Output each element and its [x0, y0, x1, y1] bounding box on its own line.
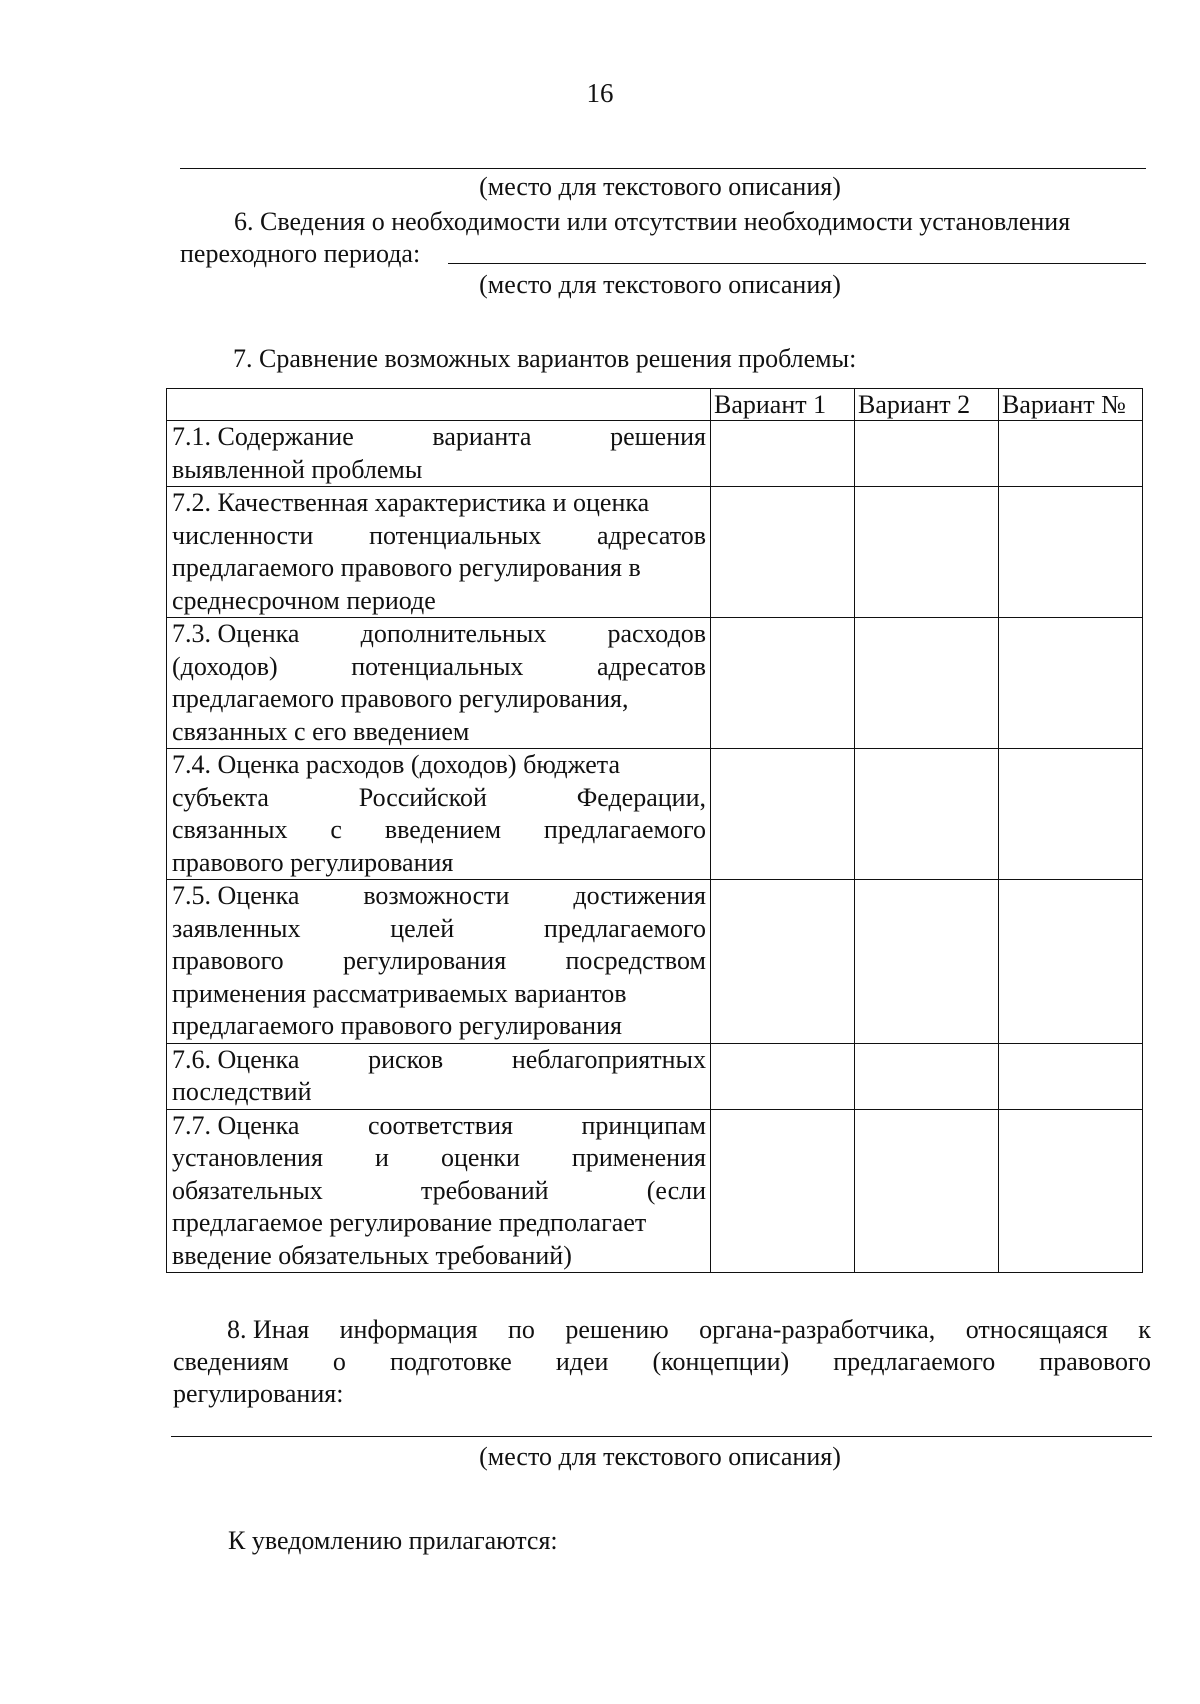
criterion-line	[172, 1010, 706, 1043]
criterion-line	[172, 487, 706, 520]
criterion-word: субъекта	[172, 782, 269, 812]
criterion-cell	[167, 618, 711, 749]
criterion-word: выявленной проблемы	[172, 454, 423, 484]
criterion-line	[172, 945, 706, 978]
variant-cell	[999, 1043, 1143, 1109]
criterion-line	[172, 814, 706, 847]
variant-cell	[855, 421, 999, 487]
paragraph-word: правового	[1039, 1347, 1151, 1376]
paragraph-word: информация	[339, 1315, 478, 1344]
criterion-word: и	[374, 1143, 389, 1172]
table-row	[167, 749, 1143, 880]
criterion-word: предлагаемого	[543, 913, 706, 943]
criterion-word: принципам	[581, 1110, 706, 1140]
criterion-word: введение обязательных требований)	[172, 1240, 572, 1270]
criterion-word: Российской	[358, 782, 487, 812]
criterion-word: 7.5. Оценка	[172, 881, 300, 910]
criterion-word: потенциальных	[369, 520, 542, 550]
text-placeholder-line	[171, 1436, 1152, 1437]
variant-cell	[711, 880, 855, 1044]
criterion-word: установления	[172, 1143, 323, 1172]
paragraph-word: по	[507, 1315, 535, 1344]
paragraph-word: 8. Иная	[227, 1315, 310, 1344]
criterion-cell	[167, 880, 711, 1044]
section-8-line-1	[173, 1314, 1151, 1346]
attachments-heading: К уведомлению прилагаются:	[228, 1526, 558, 1555]
criterion-word: заявленных	[172, 913, 301, 943]
variant-cell	[711, 749, 855, 880]
table-row	[167, 1109, 1143, 1273]
criterion-line	[172, 716, 706, 749]
criterion-word: регулирования	[342, 946, 507, 975]
criterion-line	[172, 520, 706, 553]
variant-cell	[711, 1043, 855, 1109]
variant-cell	[999, 749, 1143, 880]
criterion-line	[172, 1142, 706, 1175]
criterion-line	[172, 585, 706, 618]
criterion-word: дополнительных	[360, 619, 547, 648]
table-header-cell: Вариант 1	[711, 389, 855, 421]
placeholder-caption: (место для текстового описания)	[479, 172, 841, 201]
criterion-word: 7.1. Содержание	[172, 422, 354, 451]
criterion-line	[172, 1207, 706, 1240]
criterion-word: 7.6. Оценка	[172, 1044, 300, 1074]
paragraph-word: о	[332, 1347, 346, 1376]
section-7-heading: 7. Сравнение возможных вариантов решения проблемы:	[233, 344, 857, 373]
criterion-word: применения рассматриваемых вариантов	[172, 978, 627, 1008]
variant-cell	[711, 421, 855, 487]
criterion-cell	[167, 1109, 711, 1273]
criterion-line	[172, 880, 706, 913]
paragraph-word: относящаяся	[965, 1315, 1108, 1344]
criterion-word: достижения	[573, 881, 706, 910]
placeholder-caption: (место для текстового описания)	[479, 270, 841, 299]
criterion-word: 7.7. Оценка	[172, 1110, 300, 1140]
variant-cell	[999, 618, 1143, 749]
paragraph-word: к	[1138, 1315, 1151, 1344]
criterion-word: введением	[384, 815, 502, 844]
criterion-word: (если	[646, 1175, 706, 1205]
criterion-word: среднесрочном периоде	[172, 585, 436, 615]
table-header-cell: Вариант 2	[855, 389, 999, 421]
criterion-word: оценки	[440, 1143, 520, 1172]
criterion-line	[172, 1175, 706, 1208]
page-number: 16	[586, 78, 614, 108]
variant-cell	[855, 487, 999, 618]
table-header-row	[167, 389, 1143, 421]
criterion-line	[172, 847, 706, 880]
criterion-word: неблагоприятных	[511, 1044, 706, 1074]
table-row	[167, 880, 1143, 1044]
table-header-cell	[167, 389, 711, 421]
criterion-line	[172, 1240, 706, 1273]
text-placeholder-line	[180, 168, 1146, 169]
criterion-line	[172, 618, 706, 651]
text-placeholder-line	[448, 263, 1146, 264]
criterion-line	[172, 913, 706, 946]
variant-cell	[711, 487, 855, 618]
paragraph-word: (концепции)	[652, 1347, 790, 1376]
criterion-cell	[167, 1043, 711, 1109]
section-6-line-1: 6. Сведения о необходимости или отсутствии необходимости установления	[234, 207, 1071, 236]
criterion-word: адресатов	[597, 520, 706, 550]
criterion-line	[172, 454, 706, 487]
criterion-line	[172, 552, 706, 585]
criterion-word: связанных с его введением	[172, 716, 470, 746]
criterion-word: расходов	[607, 619, 706, 648]
criterion-word: предлагаемого правового регулирования,	[172, 684, 629, 713]
variant-cell	[711, 618, 855, 749]
table-header-cell: Вариант №	[999, 389, 1143, 421]
paragraph-word: идеи	[555, 1347, 609, 1376]
paragraph-word: подготовке	[389, 1347, 512, 1376]
criterion-cell	[167, 749, 711, 880]
criterion-line	[172, 749, 706, 782]
criterion-word: с	[330, 815, 342, 844]
criterion-word: предлагаемого правового регулирования в	[172, 553, 641, 582]
criterion-word: предлагаемого правового регулирования	[172, 1011, 622, 1040]
criterion-word: 7.2. Качественная характеристика и оценка	[172, 488, 650, 517]
variant-cell	[999, 880, 1143, 1044]
criterion-word: предлагаемое регулирование предполагает	[172, 1208, 647, 1237]
criterion-word: Федерации,	[576, 782, 706, 812]
criterion-word: обязательных	[172, 1175, 323, 1205]
criterion-cell	[167, 487, 711, 618]
paragraph-word: решению	[565, 1315, 669, 1344]
criterion-word: правового	[172, 946, 284, 975]
variant-cell	[999, 1109, 1143, 1273]
criterion-word: (доходов)	[172, 651, 278, 681]
criterion-line	[172, 421, 706, 454]
section-8-paragraph	[173, 1314, 1151, 1410]
variant-cell	[855, 749, 999, 880]
section-8-line-2	[173, 1346, 1151, 1378]
criterion-cell	[167, 421, 711, 487]
criterion-word: правового регулирования	[172, 847, 454, 877]
table-row	[167, 618, 1143, 749]
criterion-word: соответствия	[367, 1110, 513, 1140]
criterion-line	[172, 978, 706, 1011]
criterion-word: целей	[390, 913, 455, 943]
section-6-line-2: переходного периода:	[180, 239, 421, 268]
criterion-line	[172, 1076, 706, 1109]
criterion-word: предлагаемого	[543, 815, 706, 844]
criterion-word: адресатов	[597, 651, 706, 681]
table-row	[167, 1043, 1143, 1109]
criterion-word: потенциальных	[351, 651, 524, 681]
criterion-word: требований	[420, 1175, 549, 1205]
variant-cell	[855, 1109, 999, 1273]
criterion-word: численности	[172, 520, 314, 550]
table-row	[167, 487, 1143, 618]
criterion-line	[172, 1110, 706, 1143]
criterion-word: варианта	[432, 422, 532, 451]
section-8-line-3: регулирования:	[173, 1379, 344, 1408]
table-row	[167, 421, 1143, 487]
variant-cell	[999, 487, 1143, 618]
criterion-line	[172, 1044, 706, 1077]
criterion-word: применения	[571, 1143, 706, 1172]
criterion-line	[172, 651, 706, 684]
section-6-paragraph	[180, 206, 1152, 270]
placeholder-caption: (место для текстового описания)	[479, 1442, 841, 1471]
criterion-line	[172, 683, 706, 716]
criterion-word: 7.3. Оценка	[172, 619, 300, 648]
variant-cell	[855, 1043, 999, 1109]
criterion-word: рисков	[368, 1044, 444, 1074]
paragraph-word: сведениям	[173, 1347, 289, 1376]
paragraph-word: предлагаемого	[833, 1347, 996, 1376]
criterion-word: 7.4. Оценка расходов (доходов) бюджета	[172, 750, 621, 779]
criterion-word: решения	[610, 422, 706, 451]
criterion-word: последствий	[172, 1077, 312, 1106]
paragraph-word: органа-разработчика,	[699, 1315, 936, 1344]
criterion-word: связанных	[172, 815, 288, 844]
variant-cell	[711, 1109, 855, 1273]
variant-cell	[999, 421, 1143, 487]
variant-cell	[855, 880, 999, 1044]
criterion-line	[172, 782, 706, 815]
criterion-word: посредством	[565, 946, 706, 975]
criterion-word: возможности	[363, 881, 510, 910]
variant-cell	[855, 618, 999, 749]
comparison-table	[166, 388, 1143, 1273]
